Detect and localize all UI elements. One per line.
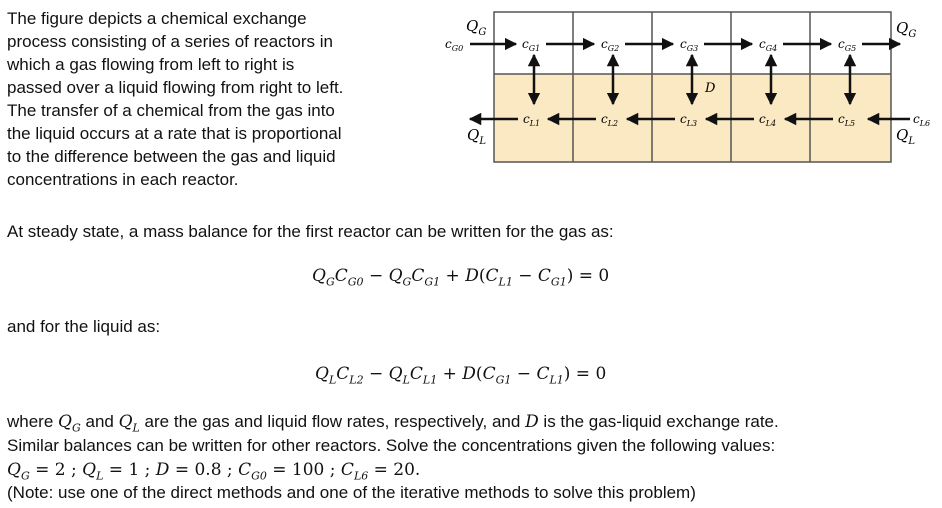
gas-balance-intro: At steady state, a mass balance for the first reactor can be written for the gas as:	[7, 222, 614, 241]
intro-line: passed over a liquid flowing from right to left.	[7, 78, 344, 97]
liquid-balance-intro: and for the liquid as:	[7, 317, 161, 336]
liquid-cell-label: $c_{L3}$	[680, 112, 698, 128]
liquid-cell-label: $c_{L4}$	[759, 112, 777, 128]
gas-inlet-label: $c_{G0}$	[445, 37, 464, 53]
definitions-paragraph: where $Q_G$ and $Q_L$ are the gas and liquid flow rates, respectively, and D is the gas-liquid exchange rate.	[7, 412, 779, 435]
intro-line: process consisting of a series of reactors in	[7, 32, 333, 51]
liquid-inlet-label: $c_{L6}$	[913, 112, 931, 128]
liquid-cell-label: $c_{L2}$	[601, 112, 619, 128]
note-paragraph: (Note: use one of the direct methods and one of the iterative methods to solve this problem)	[7, 483, 696, 502]
intro-line: The figure depicts a chemical exchange	[7, 9, 307, 28]
gas-cell-label: $c_{G2}$	[601, 37, 620, 53]
liquid-cell-label: $c_{L1}$	[523, 112, 541, 128]
gas-balance-equation: $Q_GC_{G0} - Q_GC_{G1} + D(C_{L1} - C_{G1}) = 0$	[312, 266, 610, 289]
gas-cell-label: $c_{G4}$	[759, 37, 778, 53]
flow-liquid-left-label: $Q_L$	[467, 126, 486, 147]
flow-liquid-right-label: $Q_L$	[896, 126, 915, 147]
flow-gas-left-label: $Q_G$	[466, 17, 487, 38]
intro-line: the liquid occurs at a rate that is proportional	[7, 124, 342, 143]
intro-line: to the difference between the gas and liquid	[7, 147, 336, 166]
intro-line: The transfer of a chemical from the gas into	[7, 101, 335, 120]
liquid-balance-equation: $Q_LC_{L2} - Q_LC_{L1} + D(C_{G1} - C_{L1}) = 0$	[315, 364, 607, 387]
task-paragraph: Similar balances can be written for other reactors. Solve the concentrations given the following values:	[7, 436, 776, 455]
liquid-cell-label: $c_{L5}$	[838, 112, 856, 128]
intro-line: which a gas flowing from left to right is	[7, 55, 295, 74]
gas-cell-label: $c_{G5}$	[838, 37, 857, 53]
given-values: $Q_G = 2$ ; $Q_L = 1$ ; D = 0.8 ; $C_{G0} = 100$ ; $C_{L6} = 20$.	[7, 460, 421, 483]
flow-gas-right-label: $Q_G$	[896, 19, 917, 40]
gas-cell-label: $c_{G1}$	[522, 37, 541, 53]
gas-cell-label: $c_{G3}$	[680, 37, 699, 53]
intro-line: concentrations in each reactor.	[7, 170, 239, 189]
exchange-rate-label: D	[705, 81, 716, 96]
